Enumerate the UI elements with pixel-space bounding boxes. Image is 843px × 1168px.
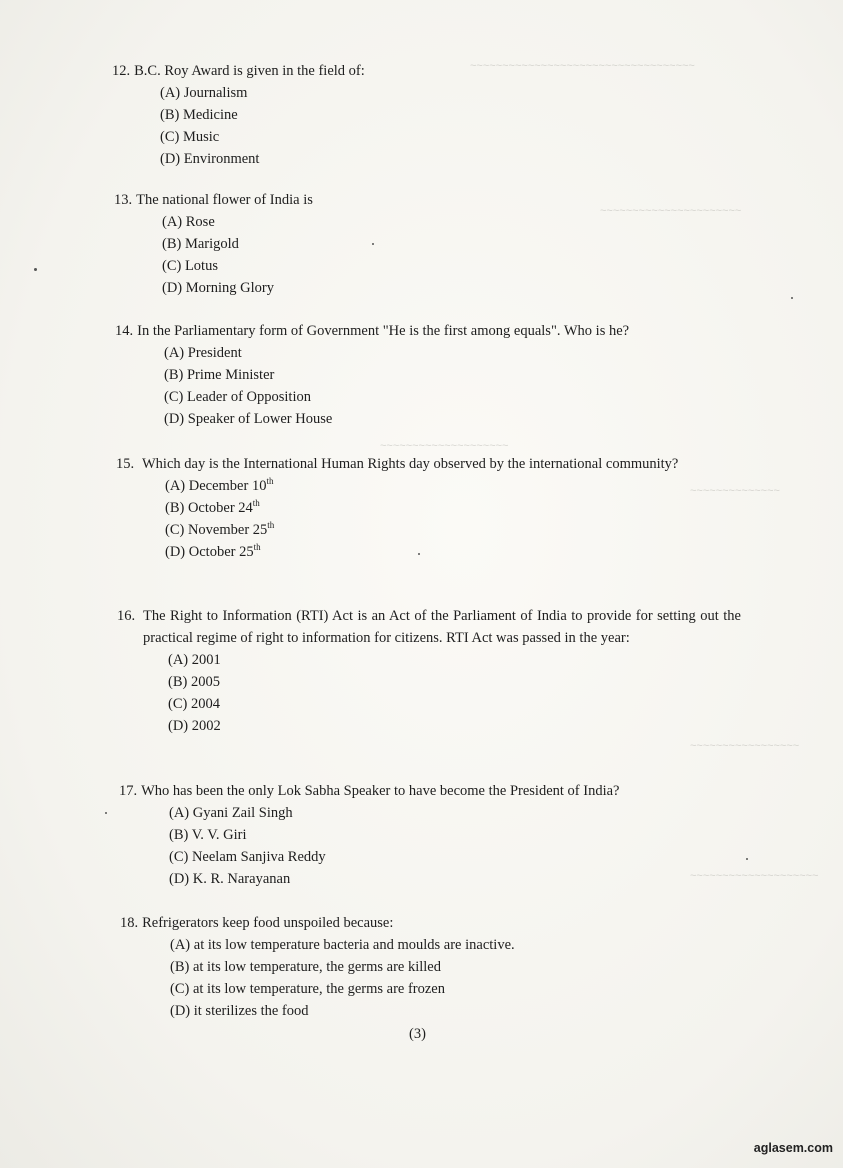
question-number: 18. xyxy=(120,915,139,931)
question-text xyxy=(114,189,744,211)
option-b: (B) Prime Minister xyxy=(164,367,275,383)
option-d: (D) it sterilizes the food xyxy=(170,1003,309,1019)
question-stem: The Right to Information (RTI) Act is an Act of the Parliament of India to provide for setting out the practical regime of right to information for citizens. RTI Act was passed in the year: xyxy=(143,608,741,646)
show-through-text: ~~~~~~~~~~~~~~~~~~~~~~~~~~~~~~~~~~~ xyxy=(470,60,695,72)
question-number: 15. xyxy=(116,456,135,472)
question-12 xyxy=(112,60,742,170)
question-number: 17. xyxy=(119,783,138,799)
show-through-text: ~~~~~~~~~~~~~~~~~~~~ xyxy=(690,870,819,882)
option-d: (D) 2002 xyxy=(168,718,221,734)
options-list xyxy=(160,82,742,170)
option-c: (C) Neelam Sanjiva Reddy xyxy=(169,849,326,865)
option-b: (B) 2005 xyxy=(168,674,220,690)
scan-speck xyxy=(746,858,748,860)
scan-speck xyxy=(105,812,107,814)
option-a: (A) 2001 xyxy=(168,652,221,668)
options-list xyxy=(162,211,744,299)
page-number: (3) xyxy=(409,1026,426,1042)
option-a: (A) Journalism xyxy=(160,85,248,101)
show-through-text: ~~~~~~~~~~~~~~ xyxy=(690,485,780,497)
question-stem: In the Parliamentary form of Government "He is the first among equals". Who is he? xyxy=(137,323,630,339)
question-number: 14. xyxy=(115,323,134,339)
option-b: (B) Marigold xyxy=(162,236,239,252)
question-18 xyxy=(120,912,744,1022)
question-stem: Which day is the International Human Rights day observed by the international community? xyxy=(142,456,679,472)
option-d: (D) K. R. Narayanan xyxy=(169,871,291,887)
options-list xyxy=(168,649,741,737)
options-list xyxy=(169,802,743,890)
option-b: (B) V. V. Giri xyxy=(169,827,247,843)
option-c: (C) Leader of Opposition xyxy=(164,389,311,405)
question-text xyxy=(116,453,740,475)
question-stem: Refrigerators keep food unspoiled because: xyxy=(142,915,394,931)
question-14 xyxy=(115,320,745,430)
option-d: (D) Environment xyxy=(160,151,260,167)
question-16 xyxy=(117,605,741,737)
question-text xyxy=(117,605,741,649)
option-a: (A) December 10th xyxy=(165,476,274,494)
option-b: (B) October 24th xyxy=(165,498,260,516)
question-text xyxy=(120,912,744,934)
option-a: (A) Rose xyxy=(162,214,215,230)
question-text xyxy=(112,60,742,82)
corner-watermark: aglasem.com xyxy=(753,1141,833,1155)
question-stem: The national flower of India is xyxy=(136,192,313,208)
scan-speck xyxy=(791,297,793,299)
show-through-text: ~~~~~~~~~~~~~~~~~~~~ xyxy=(380,440,509,452)
options-list xyxy=(164,342,745,430)
option-a: (A) at its low temperature bacteria and moulds are inactive. xyxy=(170,937,515,953)
question-13 xyxy=(114,189,744,299)
question-15 xyxy=(116,453,740,563)
option-a: (A) President xyxy=(164,345,242,361)
option-c: (C) November 25th xyxy=(165,520,275,538)
option-c: (C) Lotus xyxy=(162,258,218,274)
option-b: (B) Medicine xyxy=(160,107,238,123)
option-a: (A) Gyani Zail Singh xyxy=(169,805,293,821)
question-stem: Who has been the only Lok Sabha Speaker to have become the President of India? xyxy=(141,783,620,799)
options-list xyxy=(170,934,744,1022)
scan-speck xyxy=(34,268,37,271)
option-d: (D) October 25th xyxy=(165,542,261,560)
question-number: 12. xyxy=(112,63,131,79)
option-c: (C) at its low temperature, the germs are frozen xyxy=(170,981,445,997)
option-b: (B) at its low temperature, the germs are killed xyxy=(170,959,441,975)
question-text xyxy=(115,320,745,342)
question-number: 16. xyxy=(117,608,136,624)
question-number: 13. xyxy=(114,192,133,208)
show-through-text: ~~~~~~~~~~~~~~~~~ xyxy=(690,740,800,752)
question-17 xyxy=(119,780,743,890)
option-d: (D) Morning Glory xyxy=(162,280,274,296)
question-text xyxy=(119,780,743,802)
question-stem: B.C. Roy Award is given in the field of: xyxy=(134,63,365,79)
option-c: (C) 2004 xyxy=(168,696,220,712)
option-d: (D) Speaker of Lower House xyxy=(164,411,333,427)
show-through-text: ~~~~~~~~~~~~~~~~~~~~~~ xyxy=(600,205,742,217)
options-list xyxy=(165,475,740,563)
option-c: (C) Music xyxy=(160,129,220,145)
